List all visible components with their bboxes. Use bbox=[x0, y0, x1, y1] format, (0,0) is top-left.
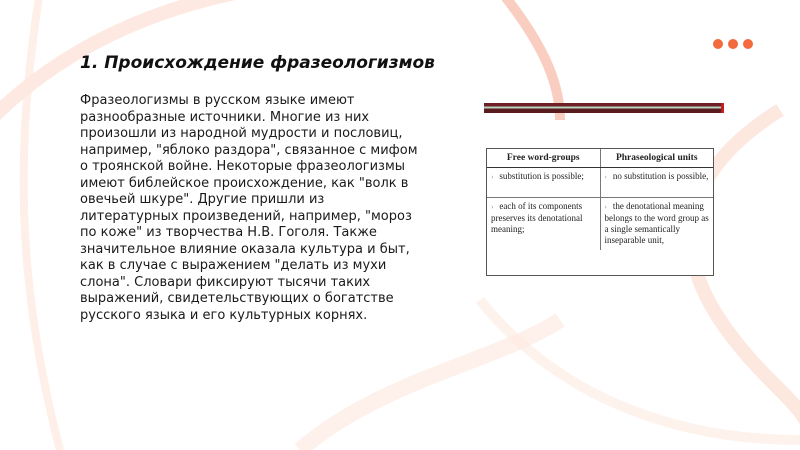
table-cell bbox=[487, 168, 600, 198]
dot-icon bbox=[713, 39, 723, 49]
decorative-bar bbox=[484, 103, 724, 113]
row-marker-icon: › bbox=[491, 173, 494, 181]
table-row bbox=[487, 198, 713, 251]
dot-icon bbox=[743, 39, 753, 49]
slide-body-text: Фразеологизмы в русском языке имеют разнообразные источники. Многие из них произошли из народной мудрости и пословиц, например, "яблоко раздора", связанное с мифом о троянской войне. Некоторые фразеологизмы имеют библейское происхождение, как "волк в овечьей шкуре". Другие пришли из литературных произведений, например, "мороз по коже" из творчества Н.В. Гоголя. Также значительное влияние оказала культура и быт, как в случае с выражением "делать из мухи слона". Словари фиксируют тысячи таких выражений, свидетельствующих о богатстве русского языка и его культурных корнях. bbox=[80, 93, 418, 323]
row-marker-icon: › bbox=[491, 203, 494, 211]
row-marker-icon: › bbox=[604, 173, 607, 181]
table-header-phraseological-units: Phraseological units bbox=[600, 149, 713, 168]
table-header-free-word-groups: Free word-groups bbox=[487, 149, 600, 168]
table-cell bbox=[600, 198, 713, 251]
decorative-dots bbox=[713, 39, 753, 49]
cell-text: each of its components preserves its denotational meaning; bbox=[491, 201, 583, 234]
slide-title: 1. Происхождение фразеологизмов bbox=[80, 53, 435, 73]
comparison-table bbox=[486, 148, 714, 276]
row-marker-icon: › bbox=[604, 203, 607, 211]
cell-text: no substitution is possible, bbox=[612, 171, 709, 181]
cell-text: the denotational meaning belongs to the word group as a single semantically inseparable unit, bbox=[604, 201, 709, 245]
table-row bbox=[487, 168, 713, 198]
dot-icon bbox=[728, 39, 738, 49]
table-cell bbox=[487, 198, 600, 251]
cell-text: substitution is possible; bbox=[499, 171, 584, 181]
comparison-table-grid bbox=[487, 149, 713, 250]
table-cell bbox=[600, 168, 713, 198]
